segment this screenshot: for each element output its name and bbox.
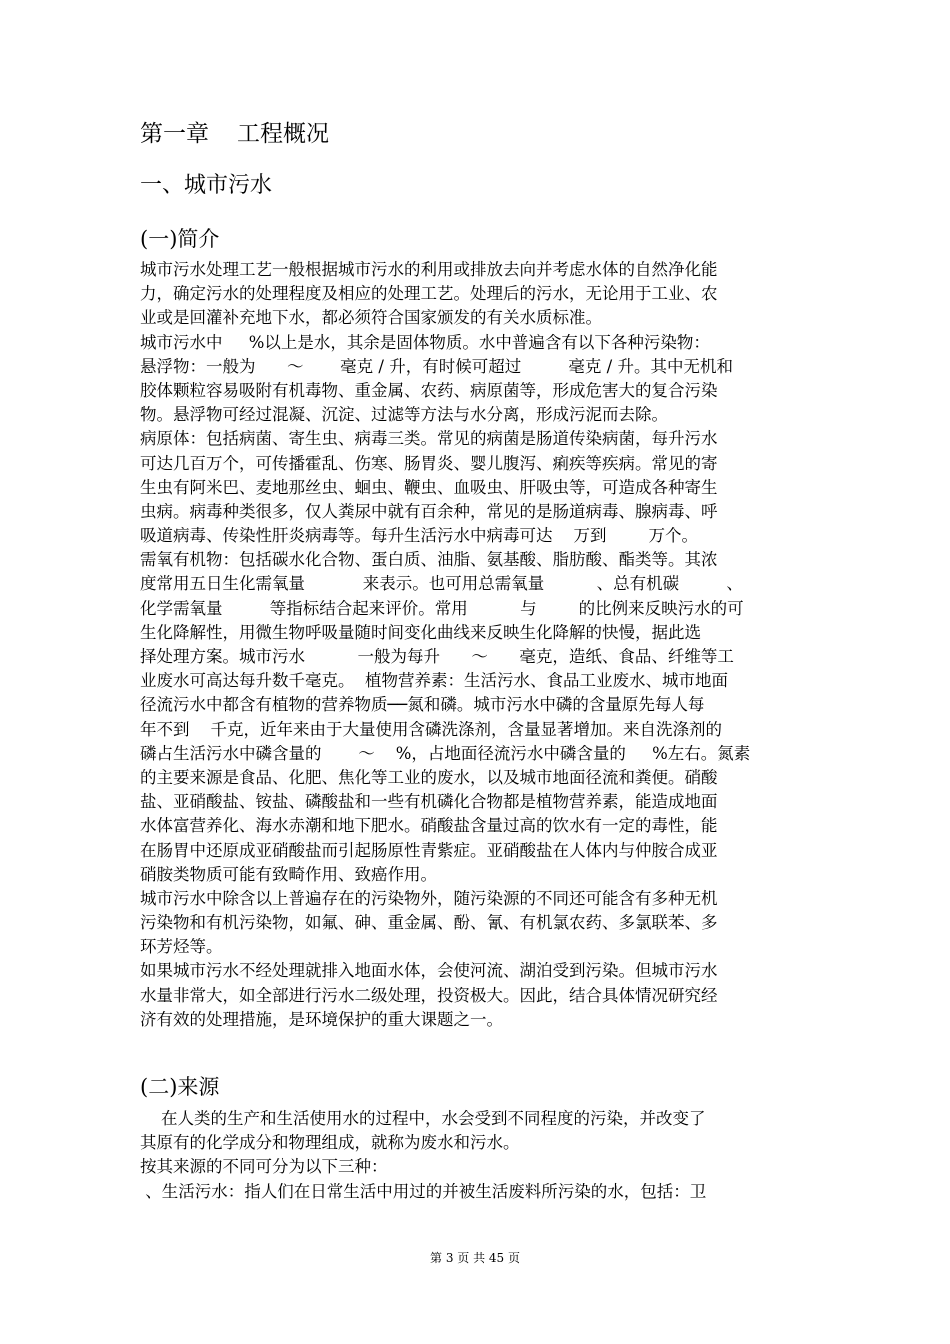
text-line: 在人类的生产和生活使用水的过程中，水会受到不同程度的污染，并改变了: [140, 1109, 706, 1128]
text-line: 可达几百万个，可传播霍乱、伤寒、肠胃炎、婴儿腹泻、痢疾等疾病。常见的寄: [140, 453, 718, 473]
intro-body: [140, 258, 820, 1032]
text-line: 悬浮物：一般为 ～ 毫克 / 升，有时候可超过 毫克 / 升。其中无机和: [140, 356, 733, 376]
text-line: 择处理方案。城市污水 一般为每升 ～ 毫克，造纸、食品、纤维等工: [140, 647, 734, 666]
text-line: 需氧有机物：包括碳水化合物、蛋白质、油脂、氨基酸、脂肪酸、酯类等。其浓: [140, 550, 718, 570]
text-line: 如果城市污水不经处理就排入地面水体，会使河流、湖泊受到污染。但城市污水: [140, 961, 718, 981]
text-line: 在肠胃中还原成亚硝酸盐而引起肠原性青紫症。亚硝酸盐在人体内与仲胺合成亚: [140, 840, 718, 860]
page-footer: 第 3 页 共 45 页: [430, 1251, 520, 1265]
text-line: 业废水可高达每升数千毫克。 植物营养素：生活污水、食品工业废水、城市地面: [140, 671, 728, 691]
text-line: 生化降解性，用微生物呼吸量随时间变化曲线来反映生化降解的快慢，据此选: [140, 622, 701, 642]
text-line: 年不到 千克，近年来由于大量使用含磷洗涤剂，含量显著增加。来自洗涤剂的: [140, 719, 722, 739]
chapter-title: 工程概况: [237, 121, 329, 147]
subsection-heading-intro: (一)简介: [140, 227, 220, 251]
text-line: 物。悬浮物可经过混凝、沉淀、过滤等方法与水分离，形成污泥而去除。: [140, 405, 668, 425]
text-line: 按其来源的不同可分为以下三种：: [140, 1157, 388, 1177]
text-line: 力，确定污水的处理程度及相应的处理工艺。处理后的污水，无论用于工业、农: [140, 284, 718, 304]
text-line: 度常用五日生化需氧量 来表示。也可用总需氧量 、总有机碳 、: [140, 574, 743, 594]
text-line: 城市污水处理工艺一般根据城市污水的利用或排放去向并考虑水体的自然净化能: [140, 260, 718, 279]
text-line: 化学需氧量 等指标结合起来评价。常用 与 的比例来反映污水的可: [140, 598, 744, 618]
text-line: 病原体：包括病菌、寄生虫、病毒三类。常见的病菌是肠道传染病菌，每升污水: [140, 429, 718, 449]
text-line: 业或是回灌补充地下水，都必须符合国家颁发的有关水质标准。: [140, 308, 602, 328]
text-line: 水体富营养化、海水赤潮和地下肥水。硝酸盐含量过高的饮水有一定的毒性，能: [140, 816, 718, 836]
text-line: 硝胺类物质可能有致畸作用、致癌作用。: [140, 864, 437, 884]
text-line: 环芳烃等。: [140, 937, 223, 957]
text-line: 城市污水中除含以上普遍存在的污染物外，随污染源的不同还可能含有多种无机: [140, 888, 718, 908]
subsection-heading-source: (二)来源: [140, 1075, 220, 1099]
chapter-heading: [140, 117, 820, 151]
source-body: [140, 1107, 820, 1204]
text-line: 径流污水中都含有植物的营养物质──氮和磷。城市污水中磷的含量原先每人每: [140, 695, 705, 715]
text-line: 吸道病毒、传染性肝炎病毒等。每升生活污水中病毒可达 万到 万个。: [140, 526, 698, 546]
text-line: 生虫有阿米巴、麦地那丝虫、蛔虫、鞭虫、血吸虫、肝吸虫等，可造成各种寄生: [140, 477, 718, 497]
text-line: 磷占生活污水中磷含量的 ～ %，占地面径流污水中磷含量的 %左右。氮素: [140, 743, 751, 763]
text-line: 虫病。病毒种类很多，仅人粪尿中就有百余种，常见的是肠道病毒、腺病毒、呼: [140, 501, 718, 521]
text-line: 水量非常大，如全部进行污水二级处理，投资极大。因此，结合具体情况研究经: [140, 985, 718, 1005]
text-line: 盐、亚硝酸盐、铵盐、磷酸盐和一些有机磷化合物都是植物营养素，能造成地面: [140, 792, 718, 812]
text-line: 济有效的处理措施，是环境保护的重大课题之一。: [140, 1009, 503, 1029]
section-heading: 一、城市污水: [140, 173, 273, 198]
chapter-label: 第一章: [140, 121, 209, 147]
text-line: 胶体颗粒容易吸附有机毒物、重金属、农药、病原菌等，形成危害大的复合污染: [140, 380, 718, 400]
text-line: 城市污水中 %以上是水，其余是固体物质。水中普遍含有以下各种污染物：: [140, 332, 710, 352]
text-line: 污染物和有机污染物，如氟、砷、重金属、酚、氰、有机氯农药、多氯联苯、多: [140, 913, 718, 933]
text-line: 的主要来源是食品、化肥、焦化等工业的废水，以及城市地面径流和粪便。硝酸: [140, 767, 718, 787]
text-line: 、生活污水：指人们在日常生活中用过的并被生活废料所污染的水，包括：卫: [140, 1181, 707, 1201]
text-line: 其原有的化学成分和物理组成，就称为废水和污水。: [140, 1133, 520, 1153]
